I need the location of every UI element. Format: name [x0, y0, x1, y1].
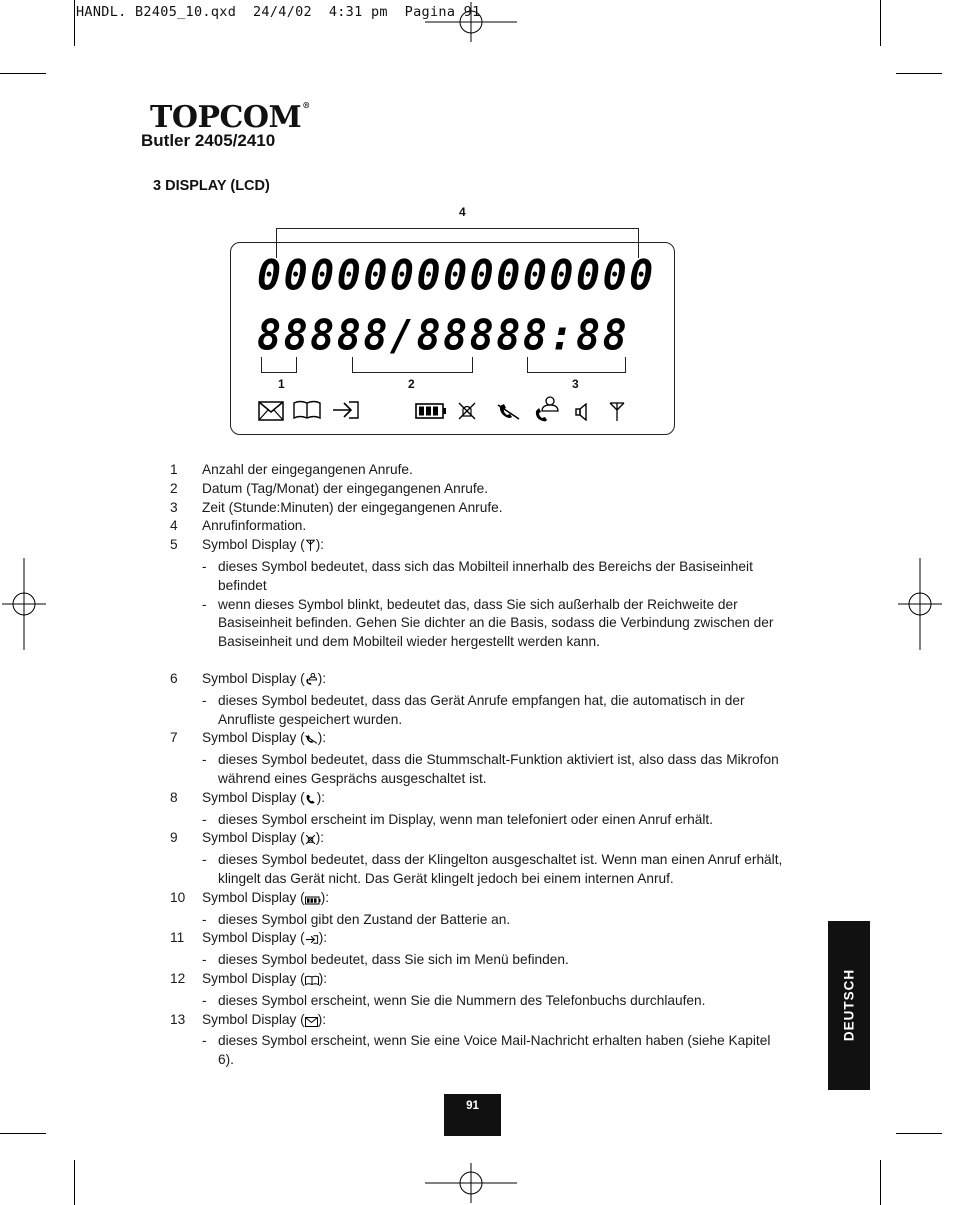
bullet-dash: - — [202, 992, 207, 1008]
bracket-3 — [527, 357, 626, 373]
list-item — [170, 729, 790, 751]
bullet-dash: - — [202, 692, 207, 708]
menu-arrow-icon — [331, 399, 361, 421]
crop-mark — [896, 73, 942, 74]
registration-mark-right — [898, 558, 942, 650]
item-label-end: ): — [317, 1011, 327, 1027]
list-sub-item — [170, 1032, 790, 1070]
model-name: Butler 2405/2410 — [141, 131, 276, 150]
phonebook-icon — [293, 400, 321, 420]
phonebook-icon — [305, 973, 319, 992]
list-sub-item — [170, 851, 790, 889]
registration-mark-left — [2, 558, 46, 650]
menu-arrow-icon — [305, 932, 319, 951]
list-item — [170, 1011, 790, 1033]
call-list-icon — [305, 672, 318, 692]
list-item — [170, 970, 790, 992]
language-tab-label: DEUTSCH — [841, 968, 857, 1042]
item-label: Symbol Display ( — [202, 789, 305, 805]
item-label-end: ): — [316, 789, 326, 805]
list-sub-item — [170, 811, 790, 830]
mute-icon — [497, 403, 521, 421]
battery-icon — [305, 892, 321, 911]
item-label: Symbol Display ( — [202, 930, 305, 946]
call-list-icon — [533, 395, 561, 423]
crop-mark — [0, 73, 46, 74]
bullet-dash: - — [202, 952, 207, 968]
item-label-end: ): — [320, 889, 330, 905]
mute-icon — [305, 732, 318, 751]
item-number: 9 — [170, 830, 178, 846]
item-label-end: ): — [318, 970, 328, 986]
sub-item-text: dieses Symbol bedeutet, dass Sie sich im Menü befinden. — [218, 952, 569, 968]
ringer-off-icon — [305, 832, 316, 851]
item-label-end: ): — [317, 670, 327, 686]
item-label-end: ): — [317, 730, 327, 746]
lcd-label-4: 4 — [459, 205, 466, 219]
bullet-dash: - — [202, 852, 207, 868]
item-label: Symbol Display ( — [202, 670, 305, 686]
item-number: 7 — [170, 730, 178, 746]
crop-mark — [880, 1160, 881, 1205]
item-number: 2 — [170, 480, 178, 496]
crop-mark — [0, 1133, 46, 1134]
list-item — [170, 536, 790, 558]
item-text: Datum (Tag/Monat) der eingegangenen Anrufe. — [202, 480, 489, 496]
list-sub-item — [170, 558, 790, 596]
item-text: Anzahl der eingegangenen Anrufe. — [202, 462, 413, 477]
sub-item-text: dieses Symbol bedeutet, dass der Klingelton ausgeschaltet ist. Wenn man einen Anruf erhält, klingelt das Gerät nicht. Das Gerät klingelt jedoch bei einem internen Anruf. — [218, 852, 783, 886]
crop-mark — [74, 0, 75, 46]
item-label-end: ): — [318, 930, 328, 946]
item-number: 11 — [170, 930, 185, 946]
list-item — [170, 789, 790, 811]
sub-item-text: dieses Symbol bedeutet, dass sich das Mobilteil innerhalb des Bereichs der Basiseinheit befindet — [218, 558, 753, 593]
item-text: Anrufinformation. — [202, 518, 307, 534]
sub-item-text: dieses Symbol bedeutet, dass die Stummschalt-Funktion aktiviert ist, also dass das Mikrofon während eines Gesprächs ausgeschaltet ist. — [218, 752, 779, 786]
lcd-label-2: 2 — [408, 377, 415, 391]
sub-item-text: wenn dieses Symbol blinkt, bedeutet das, dass Sie sich außerhalb der Reichweite der Basiseinheit befinden. Gehen Sie dichter an die Basis, sodass die Verbindung zwischen der Basiseinheit und dem Mobilteil wieder hergestellt werden kann. — [218, 596, 774, 650]
antenna-icon — [608, 401, 626, 423]
antenna-icon — [305, 539, 316, 558]
lcd-label-1: 1 — [278, 377, 285, 391]
registration-mark-bottom — [425, 1163, 517, 1203]
lcd-label-3: 3 — [572, 377, 579, 391]
language-tab — [828, 921, 870, 1090]
page-number: 91 — [466, 1100, 479, 1112]
brand-logo: TOPCOM® — [150, 100, 310, 135]
print-slug: HANDL. B2405_10.qxd 24/4/02 4:31 pm Pagina 91 — [76, 4, 481, 20]
list-sub-item — [170, 751, 790, 789]
list-sub-item — [170, 992, 790, 1011]
item-number: 12 — [170, 970, 186, 986]
list-sub-item — [170, 951, 790, 970]
crop-mark — [880, 0, 881, 46]
item-label: Symbol Display ( — [202, 830, 305, 846]
sub-item-text: dieses Symbol erscheint im Display, wenn man telefoniert oder einen Anruf erhält. — [218, 811, 714, 827]
bullet-dash: - — [202, 558, 207, 574]
sub-item-text: dieses Symbol gibt den Zustand der Batterie an. — [218, 911, 511, 927]
item-number: 6 — [170, 670, 178, 686]
item-number: 10 — [170, 889, 186, 905]
sub-item-text: dieses Symbol erscheint, wenn Sie die Nummern des Telefonbuchs durchlaufen. — [218, 992, 706, 1008]
item-number: 1 — [170, 462, 178, 477]
item-number: 5 — [170, 537, 178, 553]
item-label: Symbol Display ( — [202, 1011, 305, 1027]
bullet-dash: - — [202, 596, 207, 612]
item-text: Zeit (Stunde:Minuten) der eingegangenen Anrufe. — [202, 499, 503, 515]
list-item — [170, 829, 790, 851]
item-label-end: ): — [315, 830, 325, 846]
crop-mark — [896, 1133, 942, 1134]
item-number: 4 — [170, 518, 178, 534]
crop-mark — [74, 1160, 75, 1205]
item-label-end: ): — [315, 537, 325, 553]
lcd-number-row: 000000000000000 — [257, 251, 656, 301]
battery-icon — [415, 403, 447, 419]
symbol-description-list — [170, 461, 790, 1070]
lcd-display — [230, 242, 675, 435]
list-item — [170, 670, 790, 692]
bracket-1 — [261, 357, 297, 373]
bullet-dash: - — [202, 811, 207, 827]
item-number: 13 — [170, 1011, 186, 1027]
ringer-off-icon — [457, 401, 477, 421]
list-item — [170, 929, 790, 951]
bullet-dash: - — [202, 1033, 207, 1049]
item-number: 3 — [170, 499, 178, 515]
list-sub-item — [170, 692, 790, 730]
list-spacer — [170, 652, 790, 670]
item-number: 8 — [170, 789, 178, 805]
sub-item-text: dieses Symbol bedeutet, dass das Gerät Anrufe empfangen hat, die automatisch in der Anrufliste gespeichert wurden. — [218, 692, 745, 727]
item-label: Symbol Display ( — [202, 970, 305, 986]
handset-icon — [305, 792, 317, 811]
speaker-icon — [574, 403, 590, 421]
bracket-2 — [352, 357, 473, 373]
section-title: 3 DISPLAY (LCD) — [153, 178, 270, 194]
list-item — [170, 499, 790, 518]
list-item — [170, 517, 790, 536]
sub-item-text: dieses Symbol erscheint, wenn Sie eine Voice Mail-Nachricht erhalten haben (siehe Kapitel 6). — [218, 1033, 771, 1068]
item-label: Symbol Display ( — [202, 889, 305, 905]
list-sub-item — [170, 911, 790, 930]
list-item — [170, 461, 790, 480]
item-label: Symbol Display ( — [202, 730, 305, 746]
mail-icon — [258, 401, 284, 421]
bullet-dash: - — [202, 752, 207, 768]
list-sub-item — [170, 596, 790, 652]
item-label: Symbol Display ( — [202, 537, 305, 553]
list-item — [170, 480, 790, 499]
list-item — [170, 889, 790, 911]
mail-icon — [305, 1014, 318, 1033]
bullet-dash: - — [202, 911, 207, 927]
lcd-date-time-row: 88888/88888:88 — [257, 311, 630, 361]
page-number-box — [444, 1094, 501, 1136]
